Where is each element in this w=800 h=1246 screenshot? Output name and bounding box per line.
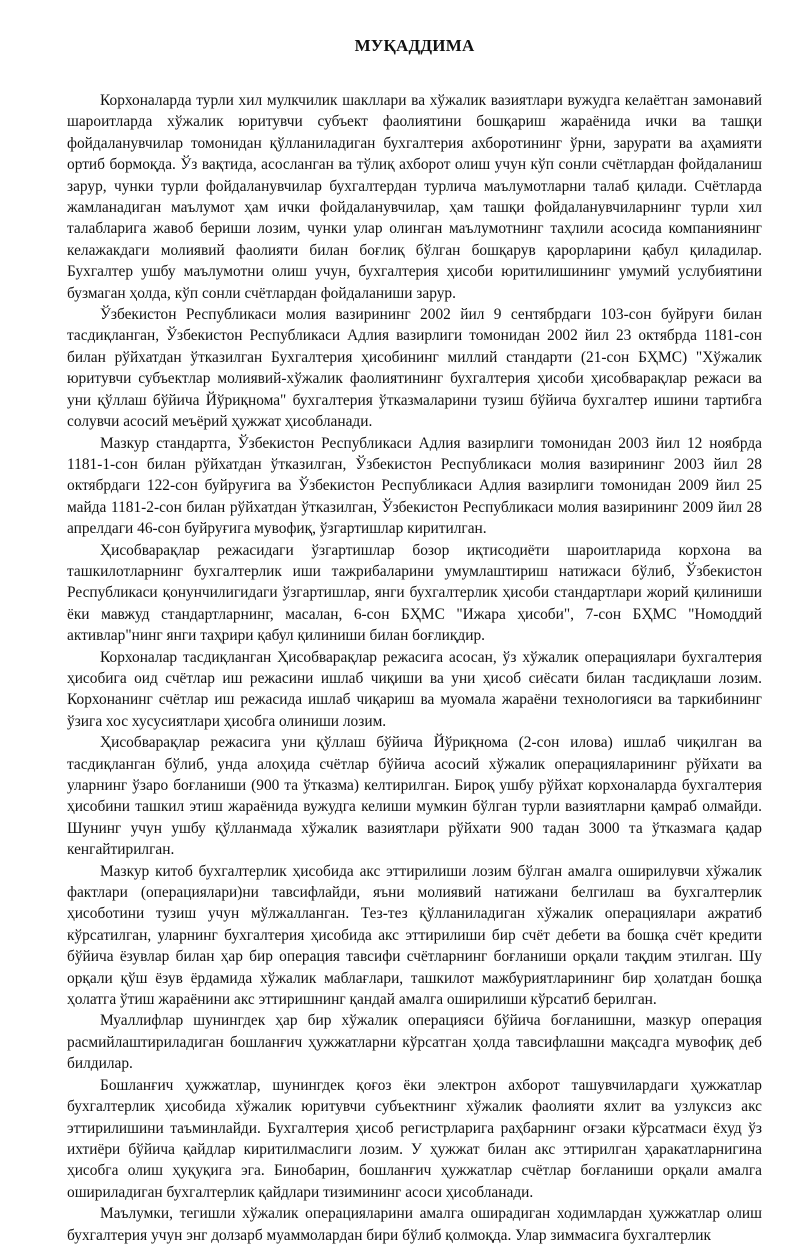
paragraph-primary-documents: Бошланғич ҳужжатлар, шунингдек қоғоз ёки электрон ахборот ташувчилардаги ҳужжатлар бухгалтерлик ҳисобида хўжалик юритувчи субъектнинг хўжалик фаолияти яхлит ва узлуксиз акс эттирилишини таъминлайди. Бухгалтерия ҳисоб регистрларига раҳбарнинг оғзаки кўрсатмаси ёхуд ўз ихтиёри бўйича қайдлар киритилмаслиги лозим. У ҳужжат билан акс эттирилган ҳаракатларнигина ҳисобга олиш ҳуқуқига эга. Бинобарин, бошланғич ҳужжатлар счётлар боғланиши орқали амалга ошириладиган бухгалтерлик қайдлари тизимининг асоси ҳисобланади. bbox=[67, 1076, 762, 1201]
paragraph-standard-21: Ўзбекистон Республикаси молия вазирининг 2002 йил 9 сентябрдаги 103-сон буйруғи билан тасдиқланган, Ўзбекистон Республикаси Адлия вазирлиги томонидан 2002 йил 23 октябрда 1181-сон билан рўйхатдан ўтказилган Бухгалтерия ҳисобининг миллий стандарти (21-сон БҲМС) "Хўжалик юритувчи субъектлар молиявий-хўжалик фаолиятининг бухгалтерия ҳисоби ҳисобварақлар режаси ва уни қўллаш бўйича Йўриқнома" бухгалтерия ўтказмаларини тузиш бўйича бухгалтер ишини тартибга солувчи асосий меъёрий ҳужжат ҳисобланади. bbox=[67, 306, 762, 431]
paragraph-amendments: Мазкур стандартга, Ўзбекистон Республикаси Адлия вазирлиги томонидан 2003 йил 12 ноябрда 1181-1-сон билан рўйхатдан ўтказилган, Ўзбекистон Республикаси молия вазирининг 2003 йил 28 октябрдаги 122-сон буйруғига ва Ўзбекистон Республикаси Адлия вазирлиги томонидан 2009 йил 25 майда 1181-2-сон билан рўйхатдан ўтказилган, Ўзбекистон Республикаси молия вазирининг 2009 йил 28 апрелдаги 46-сон буйруғига мувофиқ, ўзгартишлар киритилган. bbox=[67, 434, 762, 538]
paragraph-authors: Муаллифлар шунингдек ҳар бир хўжалик операцияси бўйича боғланишни, мазкур операция расмийлаштириладиган бошланғич ҳужжатларни кўрсатган ҳолда тавсифлашни мақсадга мувофиқ деб билдилар. bbox=[67, 1012, 762, 1073]
paragraph-working-plan: Корхоналар тасдиқланган Ҳисобварақлар режасига асосан, ўз хўжалик операциялари бухгалтерия ҳисобига оид счётлар иш режасини ишлаб чиқиши ва уни ҳисоб сиёсати билан тасдиқлаши лозим. Корхонанинг счётлар иш режасида ишлаб чиқариш ва муомала жараёни технологияси ва таркибининг ўзига хос хусусиятлари ҳисобга олиниши лозим. bbox=[67, 648, 762, 730]
paragraph-intro: Корхоналарда турли хил мулкчилик шакллари ва хўжалик вазиятлари вужудга келаётган замонавий шароитларда хўжалик юритувчи субъект фаолиятини бошқариш жараёнида ички ва ташқи фойдаланувчилар томонидан қўлланиладиган бухгалтерия ахборотининг ўрни, зарурати ва аҳамияти ортиб бормоқда. Ўз вақтида, асосланган ва тўлиқ ахборот олиш учун кўп сонли счётлардан фойдаланиш зарур, чунки турли фойдаланувчилар бухгалтердан турлича маълумотларни талаб қилади. Счётларда жамланадиган маълумот ҳам ички фойдаланувчилар, ҳам ташқи фойдаланувчиларнинг турли хил талабларига жавоб бериши лозим, чунки улар олинган маълумотнинг таҳлили асосида компаниянинг келажакдаги молиявий фаолияти билан боғлиқ бўлган бошқарув қарорларини қабул қиладилар. Бухгалтер ушбу маълумотни олиш учун, бухгалтерия ҳисоби юритилишининг умумий услубиятини бузмаган ҳолда, кўп сонли счётлардан фойдаланиши зарур. bbox=[67, 92, 762, 302]
page-title: МУҚАДДИМА bbox=[354, 36, 475, 55]
paragraph-instruction: Ҳисобварақлар режасига уни қўллаш бўйича Йўриқнома (2-сон илова) ишлаб чиқилган ва тасдиқланган бўлиб, унда алоҳида счётлар бўйича асосий хўжалик операцияларининг рўйхати ва уларнинг ўзаро боғланиши (900 та ўтказма) келтирилган. Бироқ ушбу рўйхат корхоналарда бухгалтерия ҳисобини ташкил этиш жараёнида вужудга келиши мумкин бўлган турли вазиятларни қамраб олмайди. Шунинг учун ушбу қўлланмада хўжалик вазиятлари рўйхати 900 тадан 3000 та ўтказмага қадар кенгайтирилган. bbox=[67, 734, 762, 859]
paragraph-document-problem: Маълумки, тегишли хўжалик операцияларини амалга оширадиган ходимлардан ҳужжатлар олиш бухгалтерия учун энг долзарб муаммолардан бири бўлиб қолмоқда. Улар зиммасига бухгалтерлик bbox=[67, 1205, 762, 1244]
paragraph-book-purpose: Мазкур китоб бухгалтерлик ҳисобида акс эттирилиши лозим бўлган амалга оширилувчи хўжалик фактлари (операциялари)ни тавсифлайди, яъни молиявий натижани белгилаш ва бухгалтерлик ҳисоботини тузиш учун мўлжалланган. Тез-тез қўлланиладиган хўжалик операциялари ажратиб кўрсатилган, уларнинг бухгалтерия ҳисобида акс эттирилиши бир счёт дебети ва бошқа счёт кредити бўйича ёзувлар билан ҳар бир операция тавсифи счётларнинг боғланиши орқали тақдим этилган. Шу орқали қўш ёзув ёрдамида хўжалик маблағлари, ташкилот мажбуриятларининг бир ҳолатдан бошқа ҳолатга ўтиш жараёнини акс эттиришнинг қандай амалга оширилиши кўрсатиб берилган. bbox=[67, 862, 762, 1009]
paragraph-chart-changes: Ҳисобварақлар режасидаги ўзгартишлар бозор иқтисодиёти шароитларида корхона ва ташкилотларнинг бухгалтерлик иши тажрибаларини умумлаштириш натижаси бўлиб, Ўзбекистон Республикаси қонунчилигидаги ўзгартишлар, янги бухгалтерлик ҳисоби стандартлари жорий қилиниши ёки мавжуд стандартларнинг, масалан, 6-сон БҲМС "Ижара ҳисоби", 7-сон БҲМС "Номоддий активлар"нинг янги таҳрири қабул қилиниши билан боғлиқдир. bbox=[67, 541, 762, 645]
